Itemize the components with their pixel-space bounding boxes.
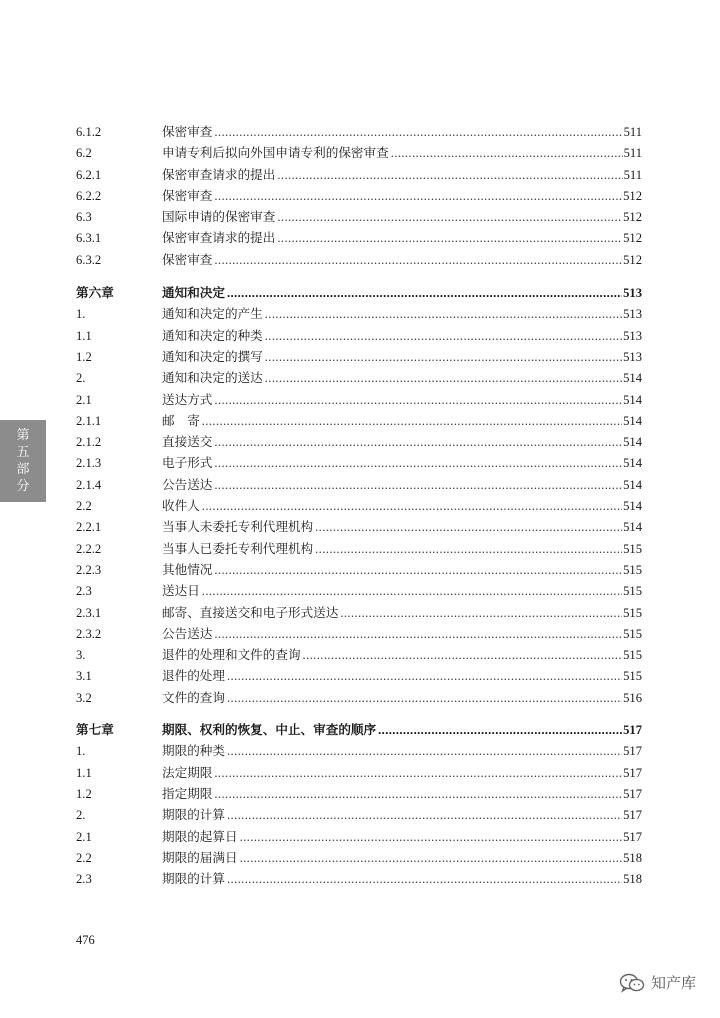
- toc-entry-title: 邮寄、直接送交和电子形式送达: [162, 604, 339, 620]
- toc-entry-number: 2.2.1: [76, 520, 102, 535]
- toc-entry-number: 3.1: [76, 669, 92, 684]
- wechat-icon: [619, 973, 645, 993]
- part-side-tab-label: 第五部分: [16, 428, 30, 494]
- leader-dots: [214, 390, 622, 411]
- toc-entry: [76, 538, 642, 559]
- toc-entry-number: 1.2: [76, 786, 92, 801]
- toc-entry-title: 期限的起算日: [162, 828, 238, 844]
- toc-entry-page: 511: [623, 125, 642, 139]
- leader-dots: [214, 763, 622, 784]
- section-gap: [76, 708, 642, 719]
- toc-entry-page: 512: [623, 188, 642, 203]
- toc-entry-title: 退件的处理和文件的查询: [162, 647, 301, 663]
- toc-entry-title: 退件的处理: [162, 668, 225, 684]
- toc-entry-title: 期限的届满日: [162, 849, 238, 865]
- toc-entry-page: 514: [623, 477, 642, 492]
- toc-entry: [76, 142, 642, 163]
- toc-entry-number: 3.: [76, 648, 86, 663]
- toc-entry-page: 514: [623, 520, 642, 535]
- toc-entry-number: 2.1.1: [76, 413, 102, 428]
- watermark-text: 知产库: [650, 974, 696, 992]
- leader-dots: [265, 304, 622, 325]
- leader-dots: [277, 228, 622, 249]
- toc-entry: [76, 206, 642, 227]
- toc-entry-page: 515: [623, 541, 642, 556]
- toc-entry-title: 期限的种类: [162, 743, 225, 759]
- toc-entry: [76, 687, 642, 708]
- toc-entry-page: 516: [623, 690, 642, 705]
- leader-dots: [227, 666, 622, 687]
- leader-dots: [214, 250, 622, 271]
- toc-chapter-7: [76, 719, 642, 889]
- toc-entry-number: 2.1: [76, 392, 92, 407]
- watermark: [619, 972, 696, 993]
- toc-entry-number: 2.1.2: [76, 435, 102, 450]
- toc-entry-page: 512: [623, 210, 642, 225]
- table-of-contents: [76, 121, 642, 889]
- leader-dots: [214, 624, 622, 645]
- toc-entry-number: 2.3: [76, 584, 92, 599]
- toc-entry: [76, 325, 642, 346]
- toc-entry-page: 511: [623, 146, 642, 161]
- toc-entry: [76, 644, 642, 665]
- toc-entry-number: 1.2: [76, 349, 92, 364]
- toc-entry-number: 6.3.1: [76, 231, 102, 246]
- leader-dots: [315, 517, 622, 538]
- toc-entry-title: 通知和决定的种类: [162, 327, 263, 343]
- leader-dots: [227, 283, 622, 304]
- toc-entry: [76, 804, 642, 825]
- toc-entry: [76, 410, 642, 431]
- toc-entry: [76, 431, 642, 452]
- toc-entry-page: 513: [623, 307, 642, 322]
- toc-entry-page: 515: [623, 648, 642, 663]
- leader-dots: [227, 869, 622, 890]
- toc-chapter-heading: [76, 282, 642, 303]
- toc-entry-number: 2.1.3: [76, 456, 102, 471]
- toc-entry-page: 514: [623, 456, 642, 471]
- toc-entry: [76, 367, 642, 388]
- part-side-tab: [0, 420, 46, 502]
- toc-entry-page: 513: [623, 328, 642, 343]
- toc-entry-number: 6.3: [76, 210, 92, 225]
- toc-entry: [76, 740, 642, 761]
- toc-entry-title: 送达日: [162, 583, 200, 599]
- toc-entry-number: 2.2.2: [76, 541, 102, 556]
- toc-entry: [76, 389, 642, 410]
- toc-entry-page: 512: [623, 252, 642, 267]
- leader-dots: [277, 207, 622, 228]
- leader-dots: [214, 560, 622, 581]
- toc-entry-page: 511: [623, 167, 642, 182]
- toc-entry-number: 第六章: [76, 286, 114, 301]
- toc-entry-title: 期限、权利的恢复、中止、审查的顺序: [162, 722, 377, 738]
- toc-entry-page: 517: [623, 765, 642, 780]
- toc-entry-page: 515: [623, 669, 642, 684]
- section-gap: [76, 270, 642, 282]
- toc-entry: [76, 762, 642, 783]
- toc-entry-number: 2.1.4: [76, 477, 102, 492]
- toc-entry-title: 通知和决定的送达: [162, 370, 263, 386]
- toc-entry-title: 期限的计算: [162, 807, 225, 823]
- toc-entry: [76, 602, 642, 623]
- toc-entry-page: 517: [623, 744, 642, 759]
- toc-entry-page: 515: [623, 562, 642, 577]
- toc-entry-title: 当事人未委托专利代理机构: [162, 519, 314, 535]
- toc-entry-title: 公告送达: [162, 476, 213, 492]
- toc-entry-number: 3.2: [76, 690, 92, 705]
- toc-entry-title: 保密审查请求的提出: [162, 166, 276, 182]
- toc-entry-title: 法定期限: [162, 764, 213, 780]
- leader-dots: [214, 453, 622, 474]
- toc-entry: [76, 474, 642, 495]
- toc-entry-number: 6.2.2: [76, 188, 102, 203]
- toc-entry-page: 515: [623, 584, 642, 599]
- toc-entry-number: 2.: [76, 371, 86, 386]
- toc-entry-number: 1.: [76, 307, 86, 322]
- toc-entry-page: 517: [623, 808, 642, 823]
- page-number: 476: [76, 933, 95, 947]
- toc-entry-number: 1.: [76, 744, 86, 759]
- toc-entry-title: 电子形式: [162, 455, 213, 471]
- toc-entry-page: 514: [623, 371, 642, 386]
- toc-entry: [76, 516, 642, 537]
- toc-entry-page: 514: [623, 413, 642, 428]
- toc-entry-title: 邮 寄: [162, 412, 200, 428]
- leader-dots: [214, 432, 622, 453]
- toc-entry-number: 2.2.3: [76, 562, 102, 577]
- toc-entry-title: 收件人: [162, 498, 200, 514]
- leader-dots: [240, 827, 623, 848]
- toc-entry-page: 513: [623, 349, 642, 364]
- toc-entry: [76, 452, 642, 473]
- toc-entry: [76, 303, 642, 324]
- toc-entry-title: 申请专利后拟向外国申请专利的保密审查: [162, 145, 389, 161]
- toc-entry: [76, 580, 642, 601]
- toc-entry-title: 通知和决定的撰写: [162, 348, 263, 364]
- toc-entry-number: 6.3.2: [76, 252, 102, 267]
- toc-entry: [76, 665, 642, 686]
- toc-entry: [76, 346, 642, 367]
- toc-entry-title: 保密审查: [162, 251, 213, 267]
- toc-entry-number: 2.2: [76, 499, 92, 514]
- leader-dots: [214, 784, 622, 805]
- leader-dots: [265, 326, 622, 347]
- leader-dots: [340, 603, 622, 624]
- leader-dots: [227, 741, 622, 762]
- leader-dots: [265, 347, 622, 368]
- toc-entry: [76, 868, 642, 889]
- toc-entry-page: 518: [623, 872, 642, 887]
- leader-dots: [240, 848, 623, 869]
- toc-entry-title: 通知和决定: [162, 285, 225, 301]
- toc-entry-number: 6.1.2: [76, 125, 102, 139]
- toc-entry-title: 指定期限: [162, 785, 213, 801]
- leader-dots: [202, 411, 622, 432]
- leader-dots: [378, 720, 622, 741]
- toc-chapter-6: [76, 282, 642, 708]
- toc-entry: [76, 185, 642, 206]
- leader-dots: [391, 143, 623, 164]
- toc-entry-number: 2.3.2: [76, 626, 102, 641]
- toc-entry-number: 2.3: [76, 872, 92, 887]
- toc-entry: [76, 559, 642, 580]
- toc-entry-number: 1.1: [76, 328, 92, 343]
- leader-dots: [202, 581, 622, 602]
- toc-entry-title: 保密审查请求的提出: [162, 230, 276, 246]
- leader-dots: [315, 539, 622, 560]
- toc-entry-page: 512: [623, 231, 642, 246]
- toc-entry-title: 当事人已委托专利代理机构: [162, 540, 314, 556]
- toc-entry: [76, 826, 642, 847]
- toc-entry-title: 送达方式: [162, 391, 213, 407]
- toc-entry-title: 直接送交: [162, 434, 213, 450]
- toc-entry: [76, 495, 642, 516]
- leader-dots: [227, 688, 622, 709]
- leader-dots: [265, 368, 622, 389]
- toc-entry-title: 国际申请的保密审查: [162, 209, 276, 225]
- leader-dots: [277, 165, 622, 186]
- toc-entry-page: 514: [623, 392, 642, 407]
- toc-entry-title: 公告送达: [162, 625, 213, 641]
- toc-entry-page: 513: [623, 286, 642, 301]
- toc-entry-page: 514: [623, 499, 642, 514]
- toc-entry: [76, 783, 642, 804]
- toc-entry-number: 1.1: [76, 765, 92, 780]
- toc-entry: [76, 249, 642, 270]
- toc-entry-number: 2.2: [76, 850, 92, 865]
- toc-entry-page: 515: [623, 605, 642, 620]
- toc-entry-title: 保密审查: [162, 124, 213, 139]
- toc-entry-number: 6.2: [76, 146, 92, 161]
- toc-entry: [76, 164, 642, 185]
- toc-entry-number: 2.1: [76, 829, 92, 844]
- toc-entry-number: 2.: [76, 808, 86, 823]
- leader-dots: [214, 475, 622, 496]
- toc-chapter-heading: [76, 719, 642, 740]
- toc-entry-number: 6.2.1: [76, 167, 102, 182]
- toc-entry: [76, 121, 642, 142]
- leader-dots: [202, 496, 622, 517]
- toc-entry-title: 其他情况: [162, 561, 213, 577]
- toc-entry-page: 517: [623, 829, 642, 844]
- toc-entry-title: 通知和决定的产生: [162, 306, 263, 322]
- toc-entry-page: 517: [623, 723, 642, 738]
- leader-dots: [214, 122, 622, 143]
- toc-entry-title: 保密审查: [162, 187, 213, 203]
- toc-entry-number: 2.3.1: [76, 605, 102, 620]
- toc-entry-page: 518: [623, 850, 642, 865]
- toc-entry-page: 514: [623, 435, 642, 450]
- toc-entry: [76, 623, 642, 644]
- toc-entry: [76, 227, 642, 248]
- toc-entry-title: 文件的查询: [162, 689, 225, 705]
- toc-entry-number: 第七章: [76, 723, 114, 738]
- toc-entry: [76, 847, 642, 868]
- toc-section-6-continued: [76, 121, 642, 270]
- leader-dots: [214, 186, 622, 207]
- leader-dots: [227, 805, 622, 826]
- toc-entry-page: 515: [623, 626, 642, 641]
- leader-dots: [303, 645, 623, 666]
- toc-entry-title: 期限的计算: [162, 871, 225, 887]
- toc-entry-page: 517: [623, 786, 642, 801]
